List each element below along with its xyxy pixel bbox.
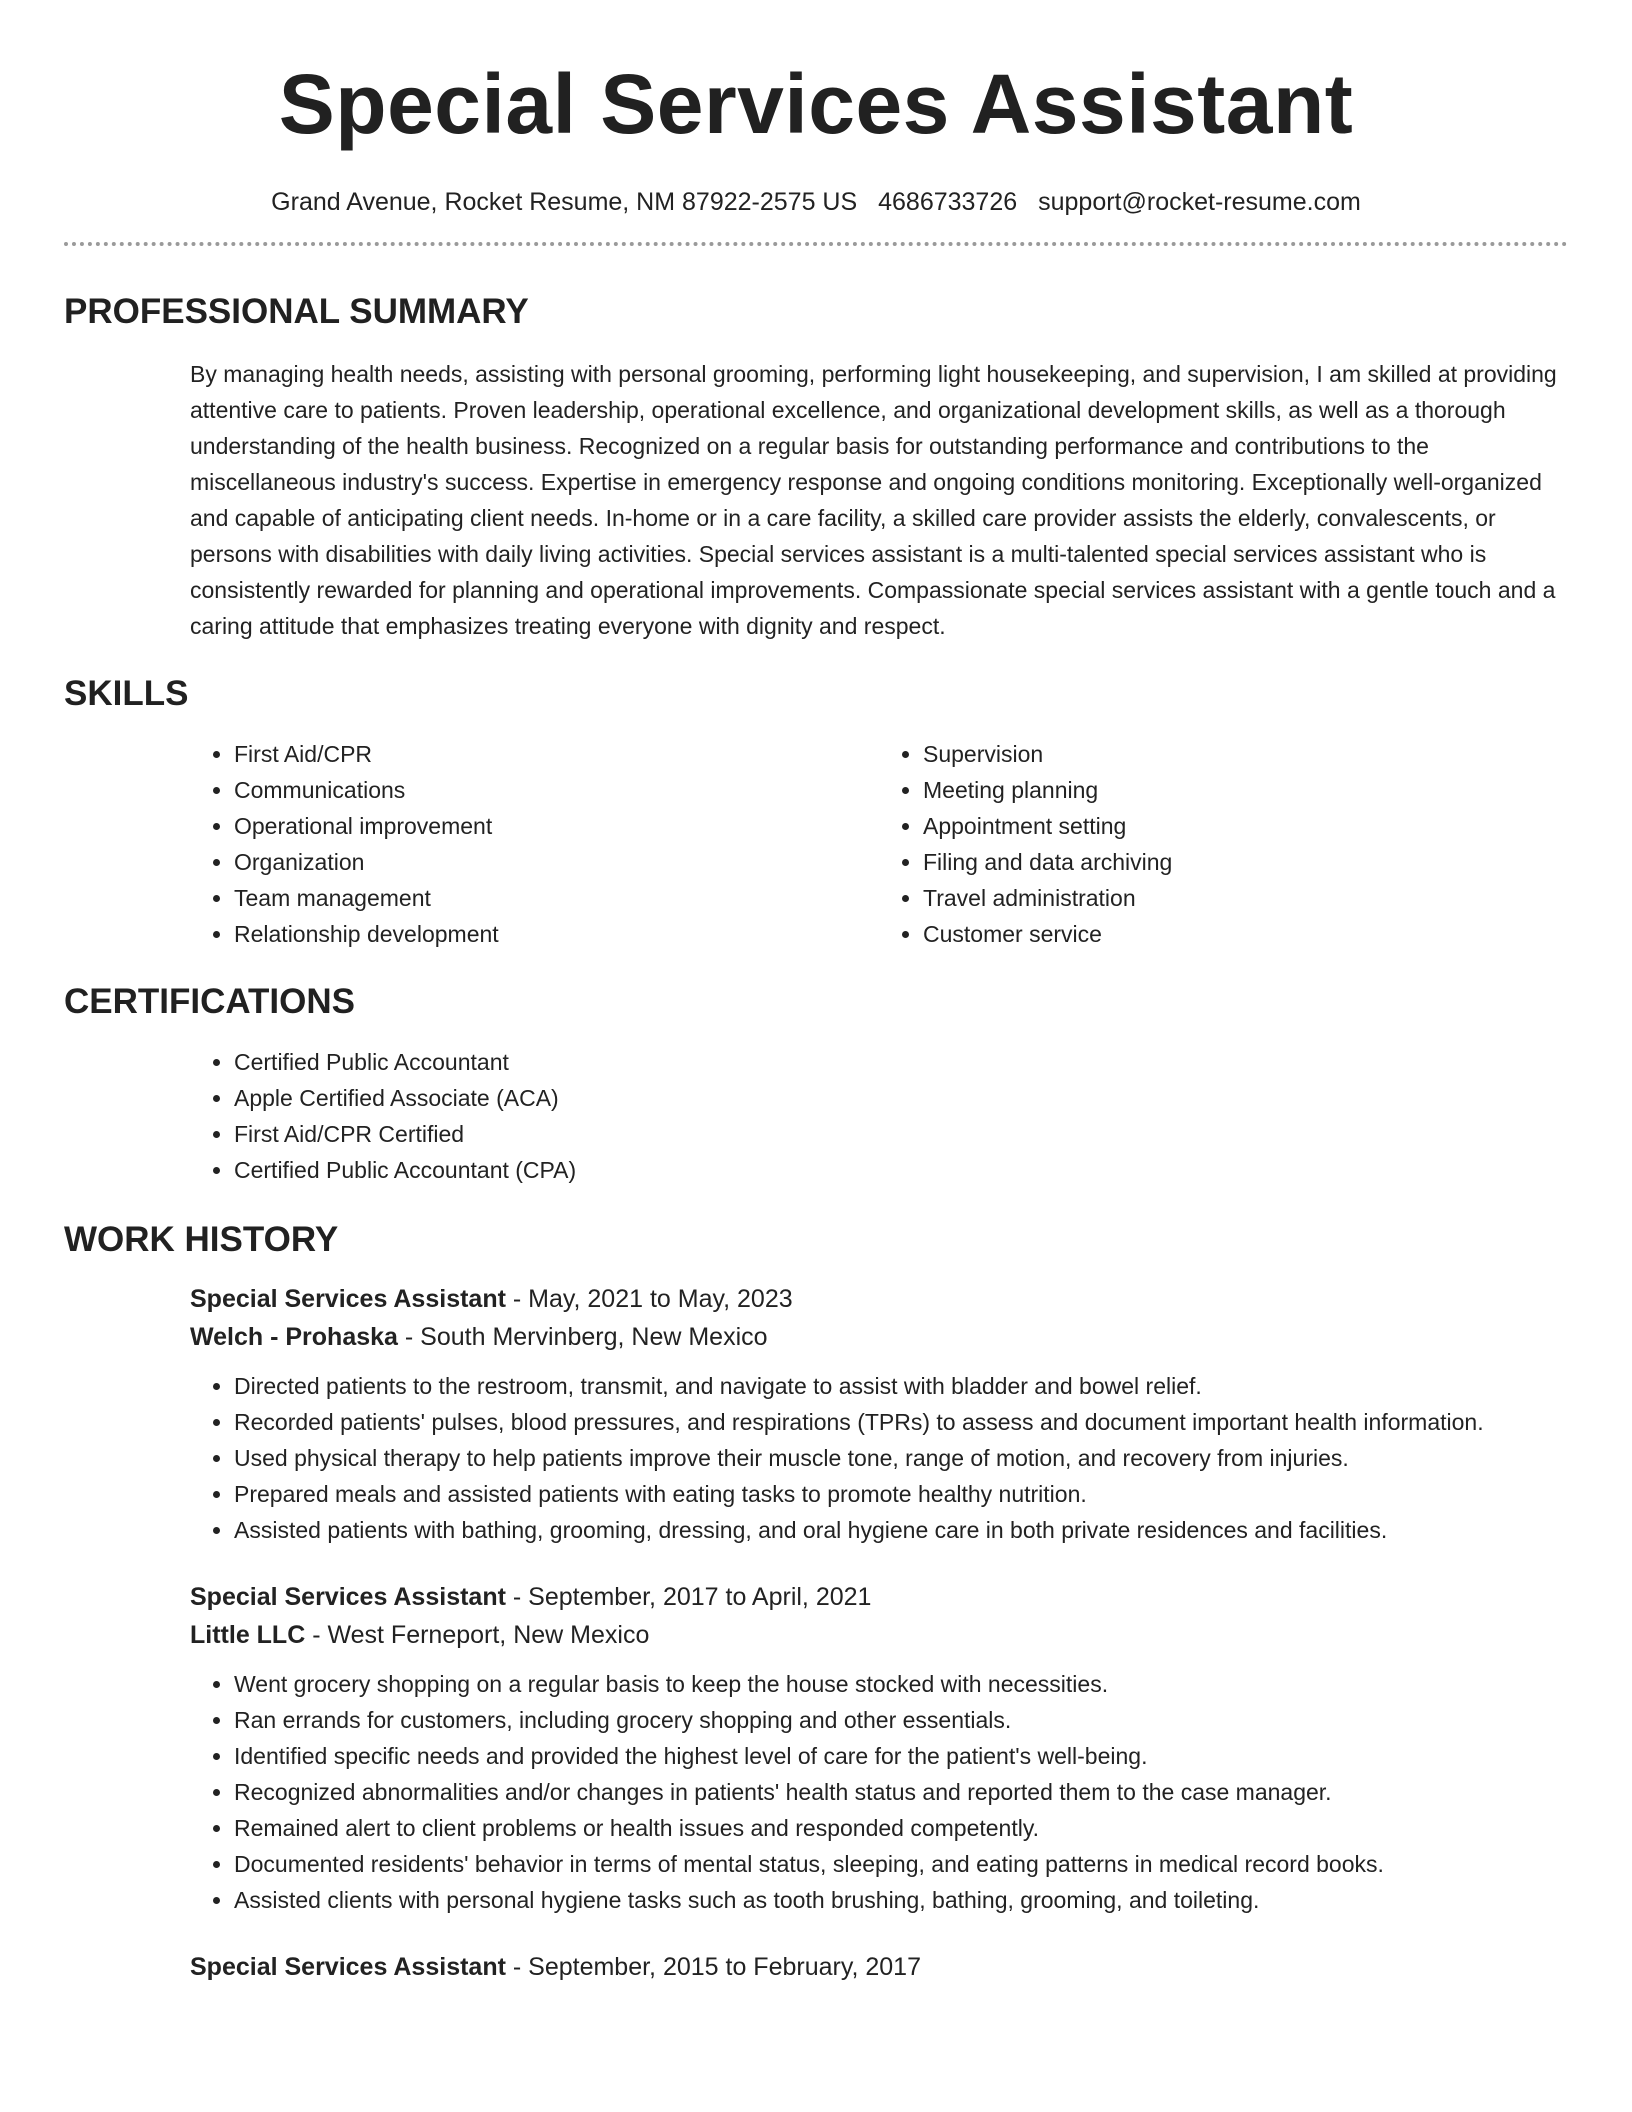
- certifications-list-wrap: [190, 1044, 1568, 1188]
- skills-heading: SKILLS: [64, 674, 189, 713]
- job-location: - South Mervinberg, New Mexico: [397, 1323, 768, 1351]
- skills-section: [64, 672, 1568, 952]
- job-location: - West Ferneport, New Mexico: [305, 1621, 650, 1649]
- summary-text: By managing health needs, assisting with personal grooming, performing light housekeeping, and supervision, I am skilled at providing attentive care to patients. Proven leadership, operational excellence, and organizational development skills, as well as a thorough understanding of the health business. Recognized on a regular basis for outstanding performance and contributions to the miscellaneous industry's success. Expertise in emergency response and ongoing conditions monitoring. Exceptionally well-organized and capable of anticipating client needs. In-home or in a care facility, a skilled care provider assists the elderly, convalescents, or persons with disabilities with daily living activities. Special services assistant is a multi-talented special services assistant who is consistently rewarded for planning and operational improvements. Compassionate special services assistant with a gentle touch and a caring attitude that emphasizes treating everyone with dignity and respect.: [190, 361, 1557, 639]
- job-duty: • Used physical therapy to help patients improve their muscle tone, range of motion, and recovery from injuries.: [234, 1440, 1568, 1476]
- header-divider: [64, 242, 1568, 246]
- skill-item: • Appointment setting: [923, 808, 1568, 844]
- job-title-line: [190, 1578, 1568, 1616]
- address-text: Grand Avenue, Rocket Resume, NM 87922-2575 US: [271, 188, 858, 216]
- work-history-heading: WORK HISTORY: [64, 1220, 339, 1259]
- contact-line: [64, 186, 1568, 218]
- job-duty: • Recorded patients' pulses, blood pressures, and respirations (TPRs) to assess and document important health information.: [234, 1404, 1568, 1440]
- certifications-section: [64, 980, 1568, 1188]
- skill-item: • Organization: [234, 844, 879, 880]
- phone-text: 4686733726: [878, 188, 1018, 216]
- candidate-name: Special Services Assistant: [278, 57, 1354, 151]
- job-company: Welch - Prohaska: [190, 1323, 398, 1351]
- job-duty: • Assisted patients with bathing, grooming, dressing, and oral hygiene care in both private residences and facilities.: [234, 1512, 1568, 1548]
- skill-item: • Customer service: [923, 916, 1568, 952]
- job-duty: • Assisted clients with personal hygiene tasks such as tooth brushing, bathing, grooming, and toileting.: [234, 1882, 1568, 1918]
- job-title: Special Services Assistant: [190, 1285, 506, 1313]
- skill-item: • Supervision: [923, 736, 1568, 772]
- job-dates: - May, 2021 to May, 2023: [505, 1285, 793, 1313]
- job-duty: • Identified specific needs and provided the highest level of care for the patient's well-being.: [234, 1738, 1568, 1774]
- certifications-list: [190, 1044, 1568, 1188]
- job-entry: [190, 1280, 1568, 1548]
- job-duty: • Directed patients to the restroom, transmit, and navigate to assist with bladder and bowel relief.: [234, 1368, 1568, 1404]
- skills-columns: [190, 736, 1568, 952]
- certification-item: • Apple Certified Associate (ACA): [234, 1080, 1568, 1116]
- skill-item: • First Aid/CPR: [234, 736, 879, 772]
- job-duty: • Recognized abnormalities and/or changes in patients' health status and reported them to the case manager.: [234, 1774, 1568, 1810]
- certification-item: • First Aid/CPR Certified: [234, 1116, 1568, 1152]
- skill-item: • Meeting planning: [923, 772, 1568, 808]
- job-dates: - September, 2015 to February, 2017: [505, 1953, 921, 1981]
- job-entry: [190, 1948, 1568, 1986]
- skills-right-list: [879, 736, 1568, 952]
- job-company-line: [190, 1318, 1568, 1356]
- skill-item: • Filing and data archiving: [923, 844, 1568, 880]
- job-company-line: [190, 1616, 1568, 1654]
- job-title: Special Services Assistant: [190, 1953, 506, 1981]
- job-company: Little LLC: [190, 1621, 306, 1649]
- job-title: Special Services Assistant: [190, 1583, 506, 1611]
- skill-item: • Team management: [234, 880, 879, 916]
- certifications-heading: CERTIFICATIONS: [64, 982, 356, 1021]
- skill-item: • Relationship development: [234, 916, 879, 952]
- certification-item: • Certified Public Accountant (CPA): [234, 1152, 1568, 1188]
- skill-item: • Travel administration: [923, 880, 1568, 916]
- summary-section: [64, 290, 1568, 644]
- job-duty: • Remained alert to client problems or health issues and responded competently.: [234, 1810, 1568, 1846]
- email-link[interactable]: support@rocket-resume.com: [1038, 188, 1361, 216]
- job-title-line: [190, 1948, 1568, 1986]
- job-duty: • Prepared meals and assisted patients with eating tasks to promote healthy nutrition.: [234, 1476, 1568, 1512]
- job-duty: • Ran errands for customers, including grocery shopping and other essentials.: [234, 1702, 1568, 1738]
- skill-item: • Operational improvement: [234, 808, 879, 844]
- job-title-line: [190, 1280, 1568, 1318]
- certification-item: • Certified Public Accountant: [234, 1044, 1568, 1080]
- skill-item: • Communications: [234, 772, 879, 808]
- job-entry: [190, 1578, 1568, 1918]
- job-duties-list: [190, 1368, 1568, 1548]
- job-dates: - September, 2017 to April, 2021: [505, 1583, 872, 1611]
- work-history-section: [64, 1218, 1568, 1986]
- job-duty: • Documented residents' behavior in terms of mental status, sleeping, and eating patterns in medical record books.: [234, 1846, 1568, 1882]
- summary-heading: PROFESSIONAL SUMMARY: [64, 292, 529, 331]
- skills-left-list: [190, 736, 879, 952]
- job-duty: • Went grocery shopping on a regular basis to keep the house stocked with necessities.: [234, 1666, 1568, 1702]
- job-duties-list: [190, 1666, 1568, 1918]
